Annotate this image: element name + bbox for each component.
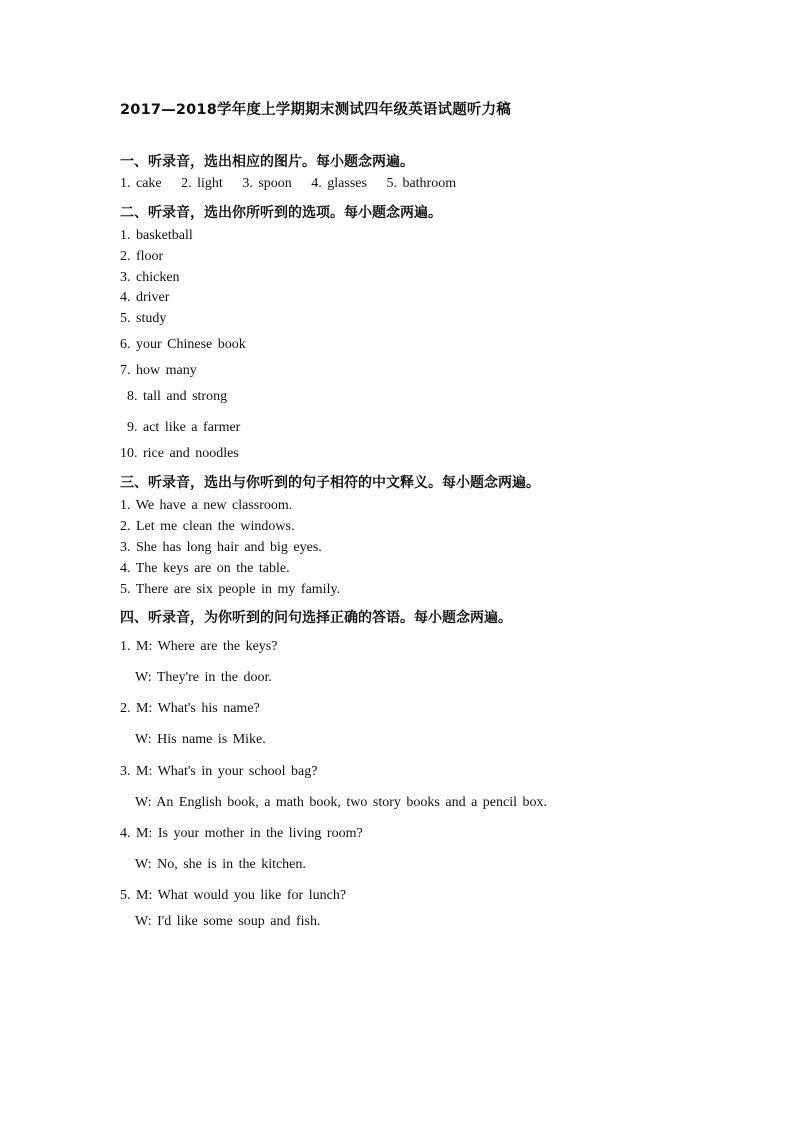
list-item: 3. spoon: [242, 176, 292, 191]
dialog-question: 2. M: What's his name?: [120, 701, 260, 716]
list-item: 5. study: [120, 311, 167, 326]
list-item: 8. tall and strong: [127, 389, 228, 404]
dialog-question: 4. M: Is your mother in the living room?: [120, 826, 363, 841]
list-item: 5. bathroom: [386, 176, 457, 191]
dialog-answer: W: They're in the door.: [135, 670, 272, 685]
list-item: 4. glasses: [311, 176, 367, 191]
section-1-items: [120, 176, 470, 192]
list-item: 4. driver: [120, 290, 170, 305]
dialog-answer: W: No, she is in the kitchen.: [135, 857, 306, 872]
dialog-answer: W: His name is Mike.: [135, 732, 266, 747]
document-title: 2017—2018学年度上学期期末测试四年级英语试题听力稿: [120, 102, 512, 118]
list-item: 5. There are six people in my family.: [120, 582, 341, 597]
list-item: 7. how many: [120, 363, 197, 378]
list-item: 1. basketball: [120, 228, 193, 243]
dialog-question: 5. M: What would you like for lunch?: [120, 888, 347, 903]
list-item: 1. We have a new classroom.: [120, 498, 293, 513]
section-2-heading: 二、听录音，选出你所听到的选项。每小题念两遍。: [120, 205, 442, 221]
section-3-heading: 三、听录音，选出与你听到的句子相符的中文释义。每小题念两遍。: [120, 475, 540, 491]
list-item: 2. Let me clean the windows.: [120, 519, 295, 534]
list-item: 9. act like a farmer: [127, 420, 241, 435]
list-item: 6. your Chinese book: [120, 337, 246, 352]
list-item: 2. floor: [120, 249, 164, 264]
list-item: 10. rice and noodles: [120, 446, 239, 461]
dialog-answer: W: I'd like some soup and fish.: [135, 914, 321, 929]
section-4-heading: 四、听录音，为你听到的问句选择正确的答语。每小题念两遍。: [120, 610, 512, 626]
dialog-question: 3. M: What's in your school bag?: [120, 764, 318, 779]
list-item: 2. light: [181, 176, 223, 191]
dialog-question: 1. M: Where are the keys?: [120, 639, 278, 654]
list-item: 1. cake: [120, 176, 162, 191]
dialog-answer: W: An English book, a math book, two story books and a pencil box.: [135, 795, 547, 810]
list-item: 3. She has long hair and big eyes.: [120, 540, 322, 555]
section-1-heading: 一、听录音，选出相应的图片。每小题念两遍。: [120, 154, 414, 170]
list-item: 4. The keys are on the table.: [120, 561, 290, 576]
list-item: 3. chicken: [120, 270, 180, 285]
